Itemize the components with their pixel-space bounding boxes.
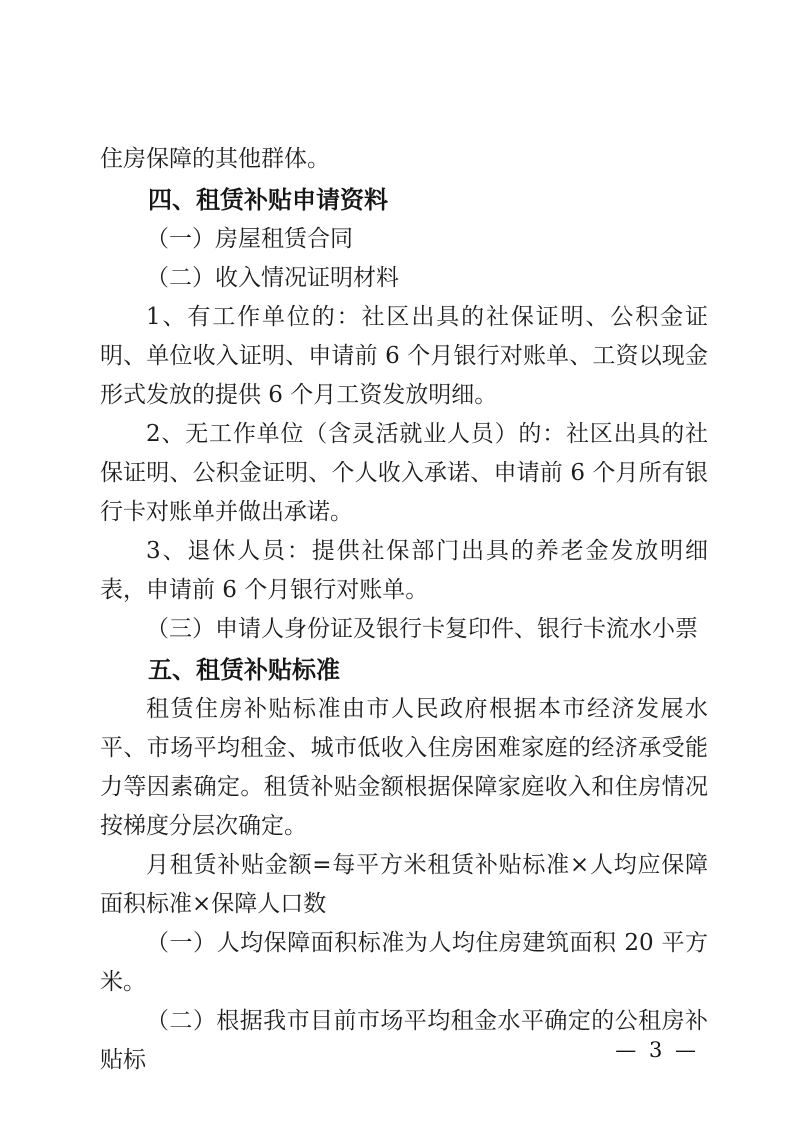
list-item-3-id-and-bank-card-copies: （三）申请人身份证及银行卡复印件、银行卡流水小票 xyxy=(146,616,698,642)
list-item-2-income-proof-materials: （二）收入情况证明材料 xyxy=(146,265,399,291)
paragraph-employed-applicants: 1、有工作单位的：社区出具的社保证明、公积金证明、单位收入证明、申请前 6 个月银行对账单、工资以现金形式发放的提供 6 个月工资发放明细。 xyxy=(100,304,708,408)
paragraph-subsidy-standard-basis: 租赁住房补贴标准由市人民政府根据本市经济发展水平、市场平均租金、城市低收入住房困难家庭的经济承受能力等因素确定。租赁补贴金额根据保障家庭收入和住房情况按梯度分层次确定。 xyxy=(100,696,708,839)
paragraph-per-capita-area-standard: （一）人均保障面积标准为人均住房建筑面积 20 平方米。 xyxy=(100,930,708,995)
page-number: — 3 — xyxy=(615,1038,699,1062)
section-heading-rental-subsidy-application-materials: 四、租赁补贴申请资料 xyxy=(148,186,388,214)
paragraph-retired-applicants: 3、退休人员：提供社保部门出具的养老金发放明细表，申请前 6 个月银行对账单。 xyxy=(100,538,708,603)
document-body xyxy=(100,140,708,1080)
paragraph-continuation: 住房保障的其他群体。 xyxy=(100,146,330,172)
paragraph-monthly-subsidy-formula: 月租赁补贴金额=每平方米租赁补贴标准×人均应保障面积标准×保障人口数 xyxy=(100,852,708,917)
section-heading-rental-subsidy-standard: 五、租赁补贴标准 xyxy=(148,656,340,684)
paragraph-unemployed-applicants: 2、无工作单位（含灵活就业人员）的：社区出具的社保证明、公积金证明、个人收入承诺、申请前 6 个月所有银行卡对账单并做出承诺。 xyxy=(100,421,708,525)
list-item-1-housing-lease-contract: （一）房屋租赁合同 xyxy=(146,226,353,252)
paragraph-market-rent-based-standard: （二）根据我市目前市场平均租金水平确定的公租房补贴标 xyxy=(100,1008,708,1073)
